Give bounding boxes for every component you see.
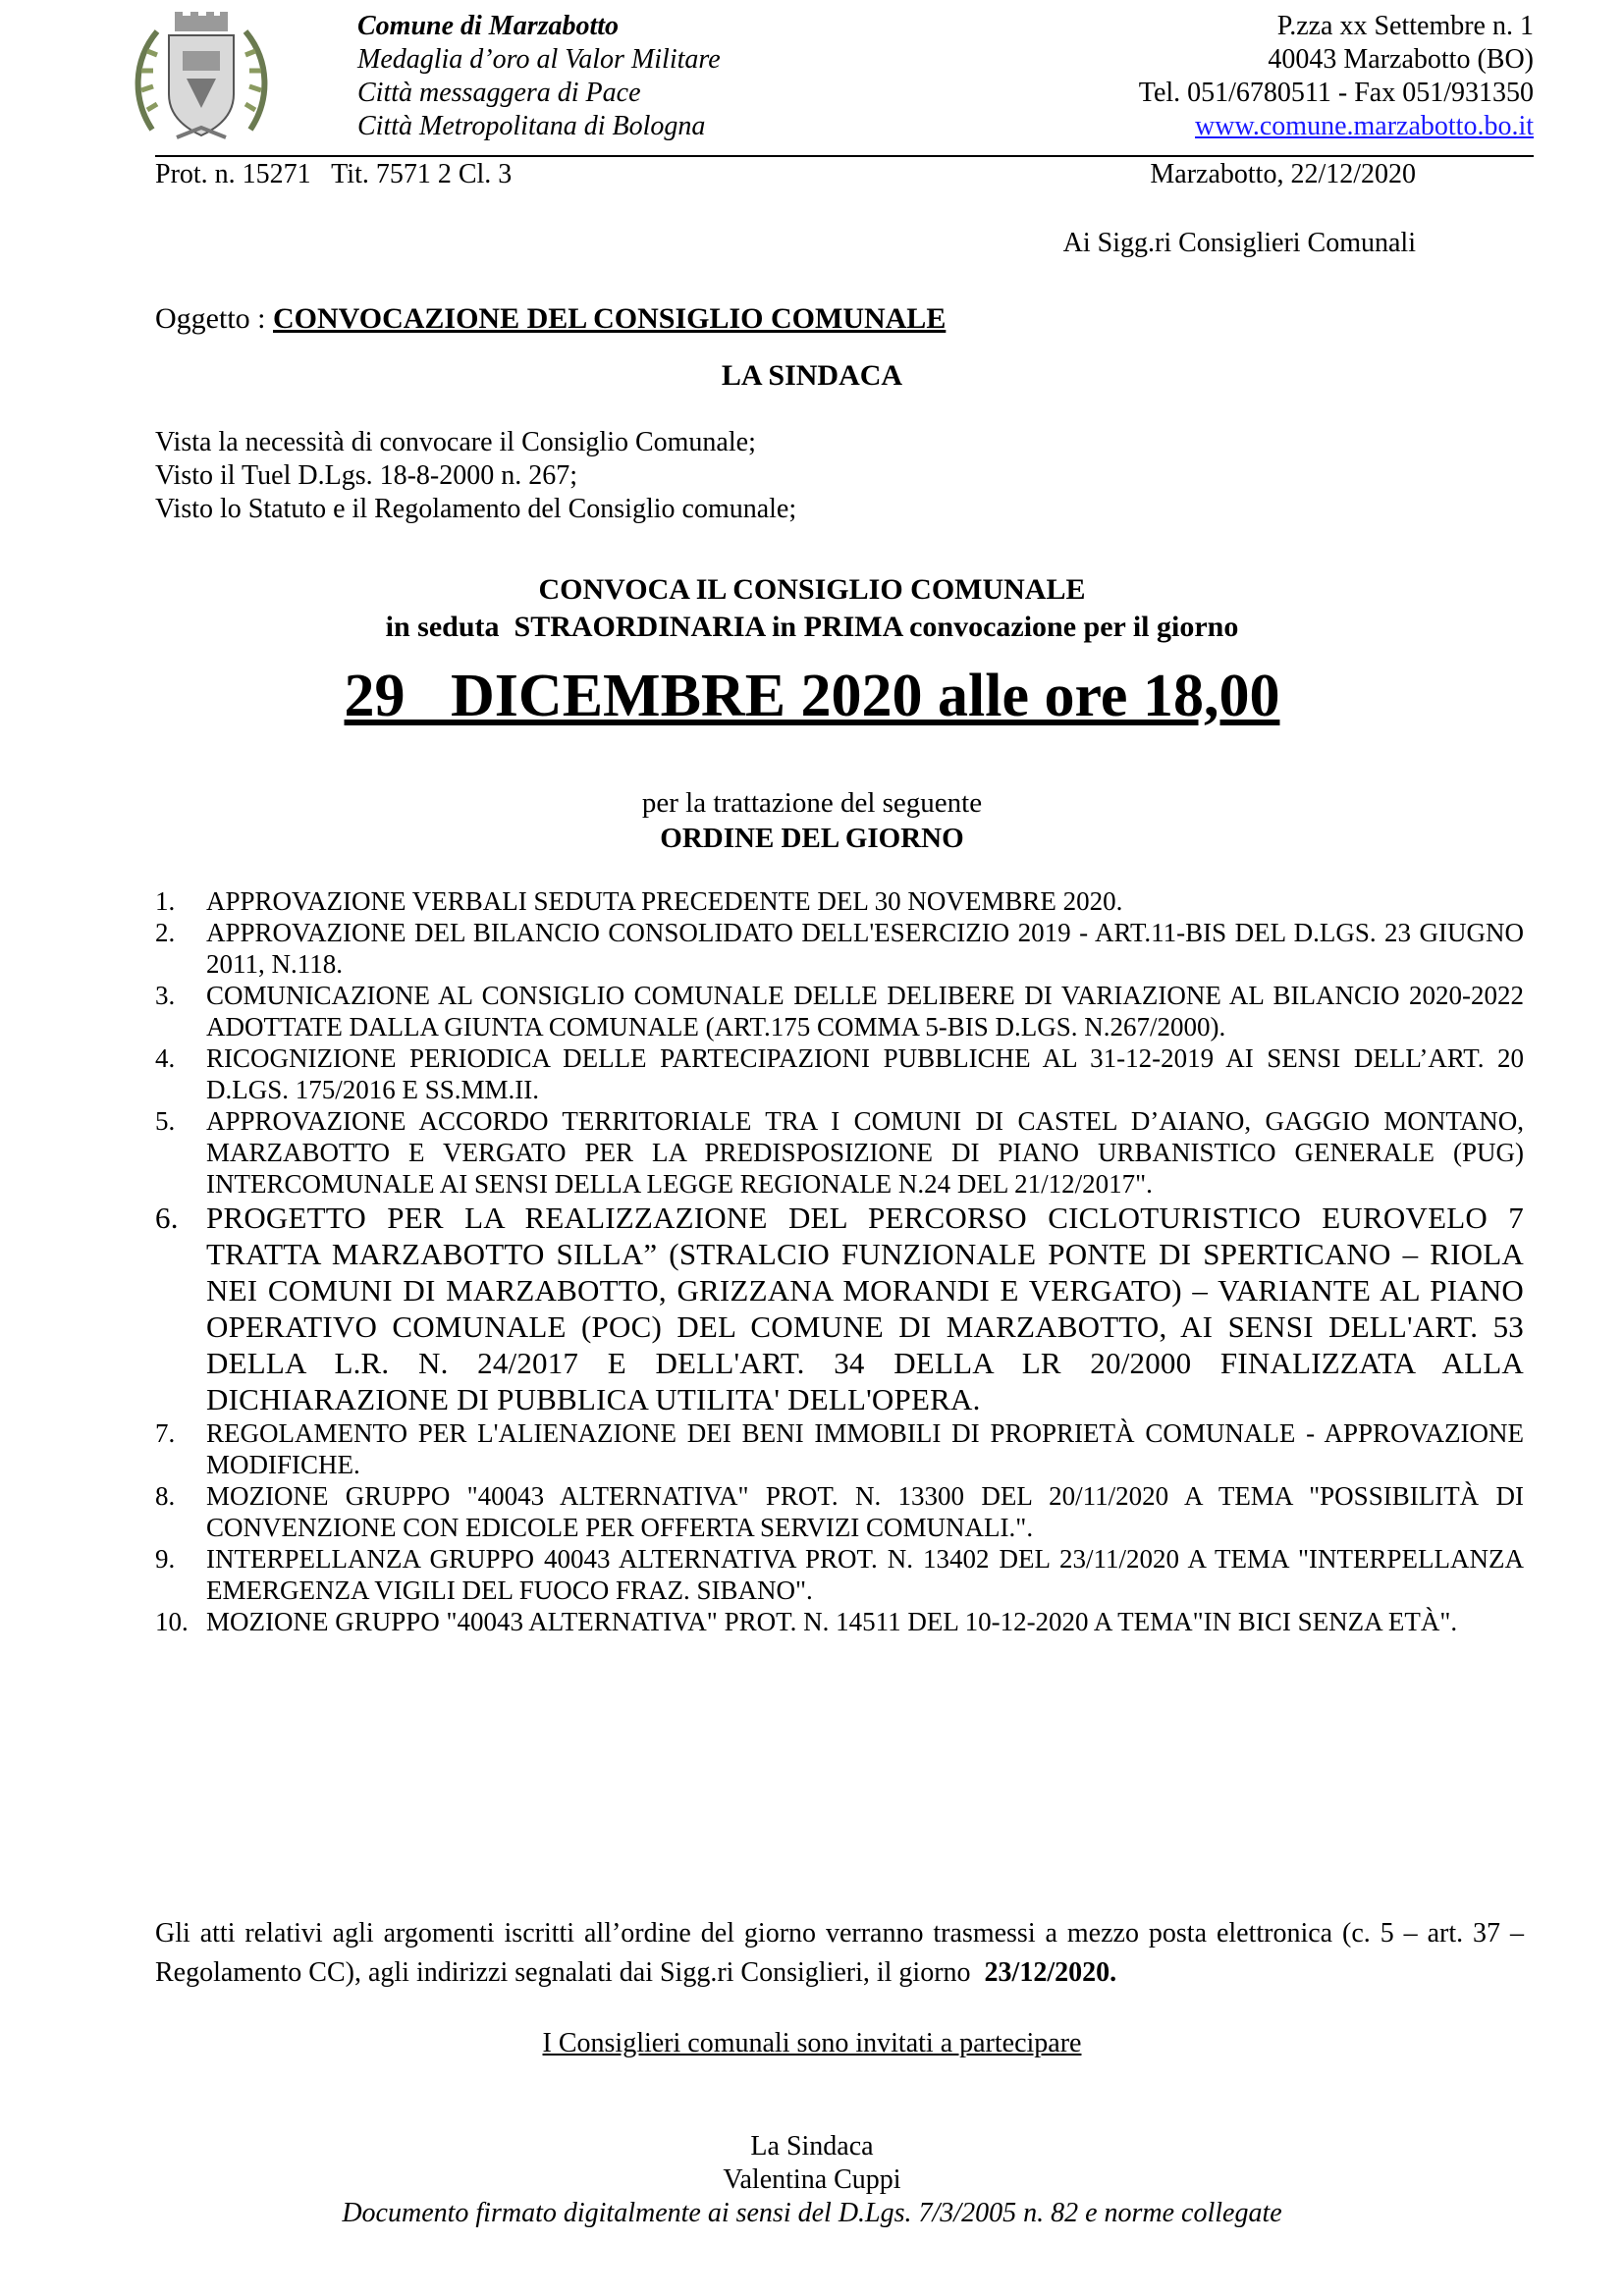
header-divider [155,155,1534,157]
agenda-item-text: MOZIONE GRUPPO "40043 ALTERNATIVA" PROT. N. 14511 DEL 10-12-2020 A TEMA"IN BICI SENZA ETÀ". [206,1607,1458,1636]
agenda-item [155,1417,1524,1480]
address: P.zza xx Settembre n. 1 [1276,11,1534,41]
municipality-name: Comune di Marzabotto [357,11,620,41]
premise-line: Visto lo Statuto e il Regolamento del Consiglio comunale; [155,494,797,524]
subject-text: CONVOCAZIONE DEL CONSIGLIO COMUNALE [273,302,947,335]
premise-line: Visto il Tuel D.Lgs. 18-8-2000 n. 267; [155,460,578,491]
agenda-item-number: 7. [155,1418,176,1448]
agenda-item [155,885,1524,917]
agenda-item-text: PROGETTO PER LA REALIZZAZIONE DEL PERCORSO CICLOTURISTICO EUROVELO 7 TRATTA MARZABOTTO SILLA” (STRALCIO FUNZIONALE PONTE DI SPERTICANO – RIOLA NEI COMUNI DI MARZABOTTO, GRIZZANA MORANDI E VERGATO) – VARIANTE AL PIANO OPERATIVO COMUNALE (POC) DEL COMUNE DI MARZABOTTO, AI SENSI DELL'ART. 53 DELLA L.R. N. 24/2017 E DELL'ART. 34 DELLA LR 20/2000 FINALIZZATA ALLA DICHIARAZIONE DI PUBBLICA UTILITA' DELL'OPERA. [206,1201,1524,1416]
agenda-item-text: APPROVAZIONE ACCORDO TERRITORIALE TRA I COMUNI DI CASTEL D’AIANO, GAGGIO MONTANO, MARZABOTTO E VERGATO PER LA PREDISPOSIZIONE DI PIANO URBANISTICO GENERALE (PUG) INTERCOMUNALE AI SENSI DELLA LEGGE REGIONALE N.24 DEL 21/12/2017". [206,1106,1524,1199]
agenda-item-text: APPROVAZIONE VERBALI SEDUTA PRECEDENTE DEL 30 NOVEMBRE 2020. [206,886,1123,916]
delivery-date: 23/12/2020. [984,1957,1117,1988]
addressee: Ai Sigg.ri Consiglieri Comunali [1062,228,1416,258]
agenda-item-text: REGOLAMENTO PER L'ALIENAZIONE DEI BENI IMMOBILI DI PROPRIETÀ COMUNALE - APPROVAZIONE MODIFICHE. [206,1418,1524,1479]
municipal-crest-logo [128,12,275,149]
letterhead-left [357,10,721,143]
convocation-title: CONVOCA IL CONSIGLIO COMUNALE [538,573,1086,606]
letterhead-line: Città Metropolitana di Bologna [357,111,706,141]
agenda-item-number: 5. [155,1106,176,1136]
convocation-session: in seduta STRAORDINARIA in PRIMA convocazione per il giorno [385,611,1239,643]
agenda-item-number: 1. [155,886,176,916]
agenda-item [155,1606,1524,1637]
agenda-item [155,1543,1524,1606]
letterhead-line: Città messaggera di Pace [357,78,641,108]
signature-block [0,2130,1624,2230]
agenda-item [155,1042,1524,1105]
place-date: Marzabotto, 22/12/2020 [1150,159,1416,189]
agenda-intro [0,785,1624,856]
subject-line [155,302,946,336]
agenda-item [155,917,1524,980]
agenda-list [155,885,1524,1637]
premise-line: Vista la necessità di convocare il Consiglio Comunale; [155,427,756,457]
city: 40043 Marzabotto (BO) [1268,44,1534,75]
agenda-item-number: 3. [155,981,176,1010]
letterhead-right [1139,10,1534,143]
agenda-item-number: 4. [155,1043,176,1073]
signer-role: La Sindaca [750,2131,874,2162]
website-link[interactable]: www.comune.marzabotto.bo.it [1195,111,1534,141]
mayor-title: LA SINDACA [721,359,903,392]
convocation-block [0,571,1624,646]
closing-paragraph [155,1914,1531,1993]
agenda-item-text: MOZIONE GRUPPO "40043 ALTERNATIVA" PROT. N. 13300 DEL 20/11/2020 A TEMA "POSSIBILITÀ DI CONVENZIONE CON EDICOLE PER OFFERTA SERVIZI COMUNALI.". [206,1481,1524,1542]
agenda-item-number: 10. [155,1607,189,1636]
premises [155,426,796,526]
meeting-date: 29_ DICEMBRE 2020 alle ore 18,00 [344,663,1280,729]
agenda-item [155,1480,1524,1543]
agenda-intro-text: per la trattazione del seguente [641,787,983,819]
agenda-item [155,1105,1524,1200]
agenda-item [155,1200,1524,1417]
protocol-number: Prot. n. 15271 Tit. 7571 2 Cl. 3 [155,159,513,189]
phone-fax: Tel. 051/6780511 - Fax 051/931350 [1138,78,1534,108]
agenda-item-text: INTERPELLANZA GRUPPO 40043 ALTERNATIVA PROT. N. 13402 DEL 23/11/2020 A TEMA "INTERPELLANZA EMERGENZA VIGILI DEL FUOCO FRAZ. SIBANO". [206,1544,1524,1605]
letterhead-line: Medaglia d’oro al Valor Militare [357,44,721,75]
agenda-item-number: 6. [155,1201,179,1235]
digital-signature-note: Documento firmato digitalmente ai sensi del D.Lgs. 7/3/2005 n. 82 e norme collegate [342,2198,1282,2228]
closing-text: Gli atti relativi agli argomenti iscritti all’ordine del giorno verranno trasmessi a mezzo posta elettronica (c. 5 – art. 37 – Regolamento CC), agli indirizzi segnalati dai Sigg.ri Consiglieri, il giorno [155,1918,1531,1988]
agenda-heading: ORDINE DEL GIORNO [660,823,964,854]
agenda-item-text: APPROVAZIONE DEL BILANCIO CONSOLIDATO DELL'ESERCIZIO 2019 - ART.11-BIS DEL D.LGS. 23 GIUGNO 2011, N.118. [206,918,1524,979]
agenda-item-text: COMUNICAZIONE AL CONSIGLIO COMUNALE DELLE DELIBERE DI VARIAZIONE AL BILANCIO 2020-2022 ADOTTATE DALLA GIUNTA COMUNALE (ART.175 COMMA 5-BIS D.LGS. N.267/2000). [206,981,1524,1041]
agenda-item [155,980,1524,1042]
agenda-item-text: RICOGNIZIONE PERIODICA DELLE PARTECIPAZIONI PUBBLICHE AL 31-12-2019 AI SENSI DELL’ART. 20 D.LGS. 175/2016 E SS.MM.II. [206,1043,1524,1104]
signer-name: Valentina Cuppi [723,2164,901,2195]
subject-label: Oggetto : [155,302,273,335]
invitation-line: I Consiglieri comunali sono invitati a partecipare [542,2028,1082,2058]
agenda-item-number: 2. [155,918,176,947]
agenda-item-number: 8. [155,1481,176,1511]
agenda-item-number: 9. [155,1544,176,1574]
